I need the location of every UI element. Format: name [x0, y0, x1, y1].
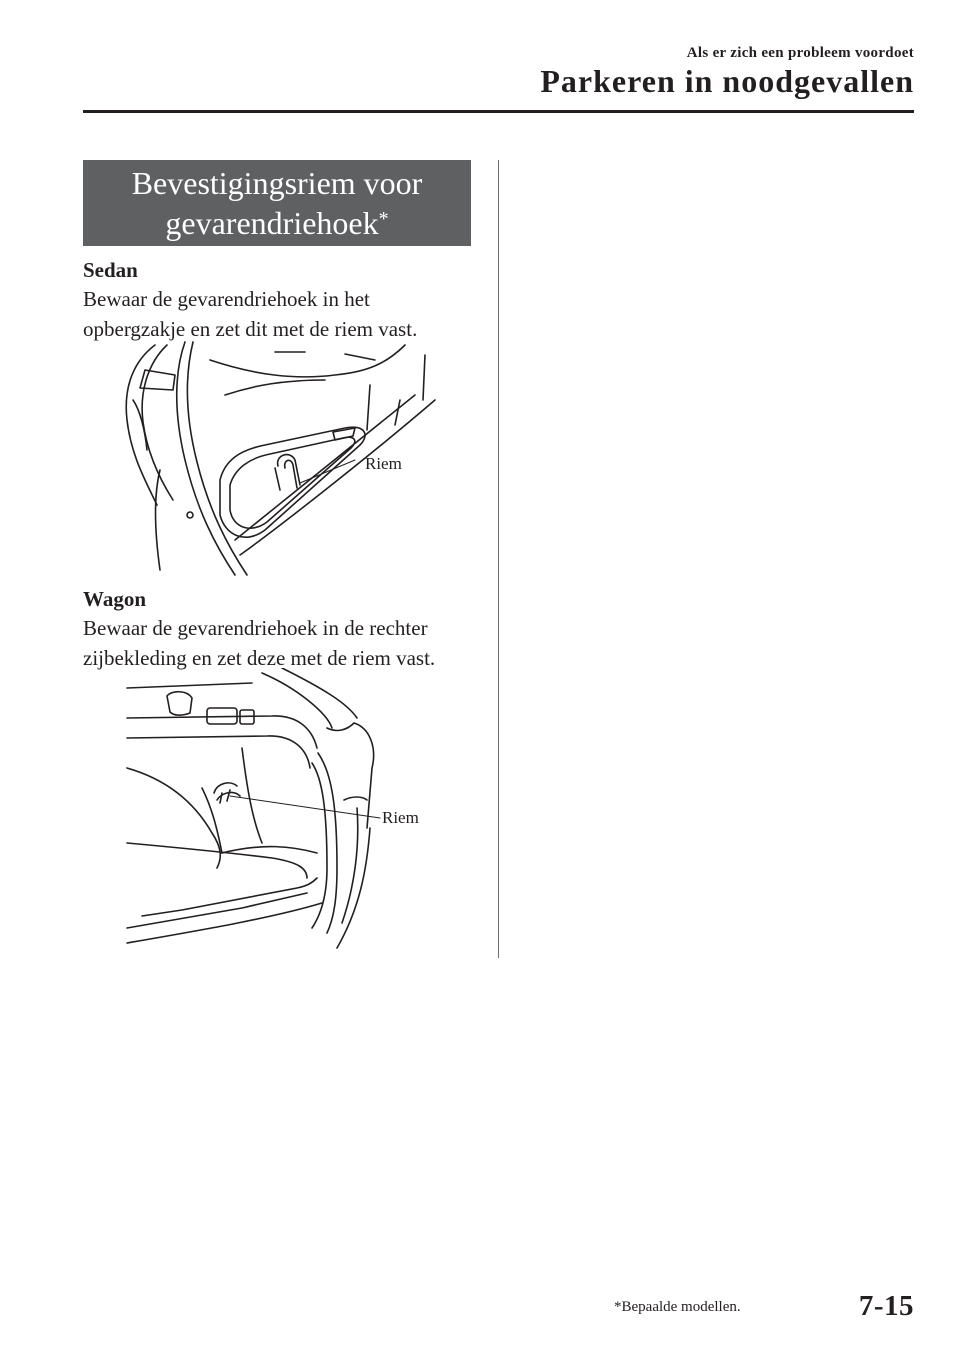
section-banner	[83, 160, 471, 246]
sedan-heading: Sedan	[83, 258, 138, 282]
header-subtitle: Als er zich een probleem voordoet	[686, 45, 914, 61]
wagon-instructions	[83, 613, 483, 673]
section-title-word: gevarendriehoek	[165, 205, 379, 241]
section-title-line2	[165, 205, 388, 241]
section-title-line1: Bevestigingsriem voor	[131, 165, 423, 201]
wagon-heading: Wagon	[83, 587, 147, 611]
page-number: 7-15	[858, 1290, 914, 1322]
column-divider	[498, 160, 499, 958]
optional-marker: *	[378, 208, 389, 230]
sedan-strap-callout: Riem	[365, 454, 402, 473]
wagon-line-1: Bewaar de gevarendriehoek in de rechter	[83, 616, 428, 640]
header-divider	[83, 110, 914, 113]
sedan-instructions	[83, 284, 483, 344]
wagon-cargo-illustration	[122, 668, 384, 953]
sedan-line-2: opbergzakje en zet dit met de riem vast.	[83, 317, 418, 341]
footer-note: *Bepaalde modellen.	[614, 1299, 741, 1315]
wagon-line-2: zijbekleding en zet deze met de riem vast.	[83, 646, 436, 670]
page-title: Parkeren in noodgevallen	[540, 63, 914, 99]
sedan-line-1: Bewaar de gevarendriehoek in het	[83, 287, 370, 311]
wagon-strap-callout: Riem	[382, 808, 419, 827]
